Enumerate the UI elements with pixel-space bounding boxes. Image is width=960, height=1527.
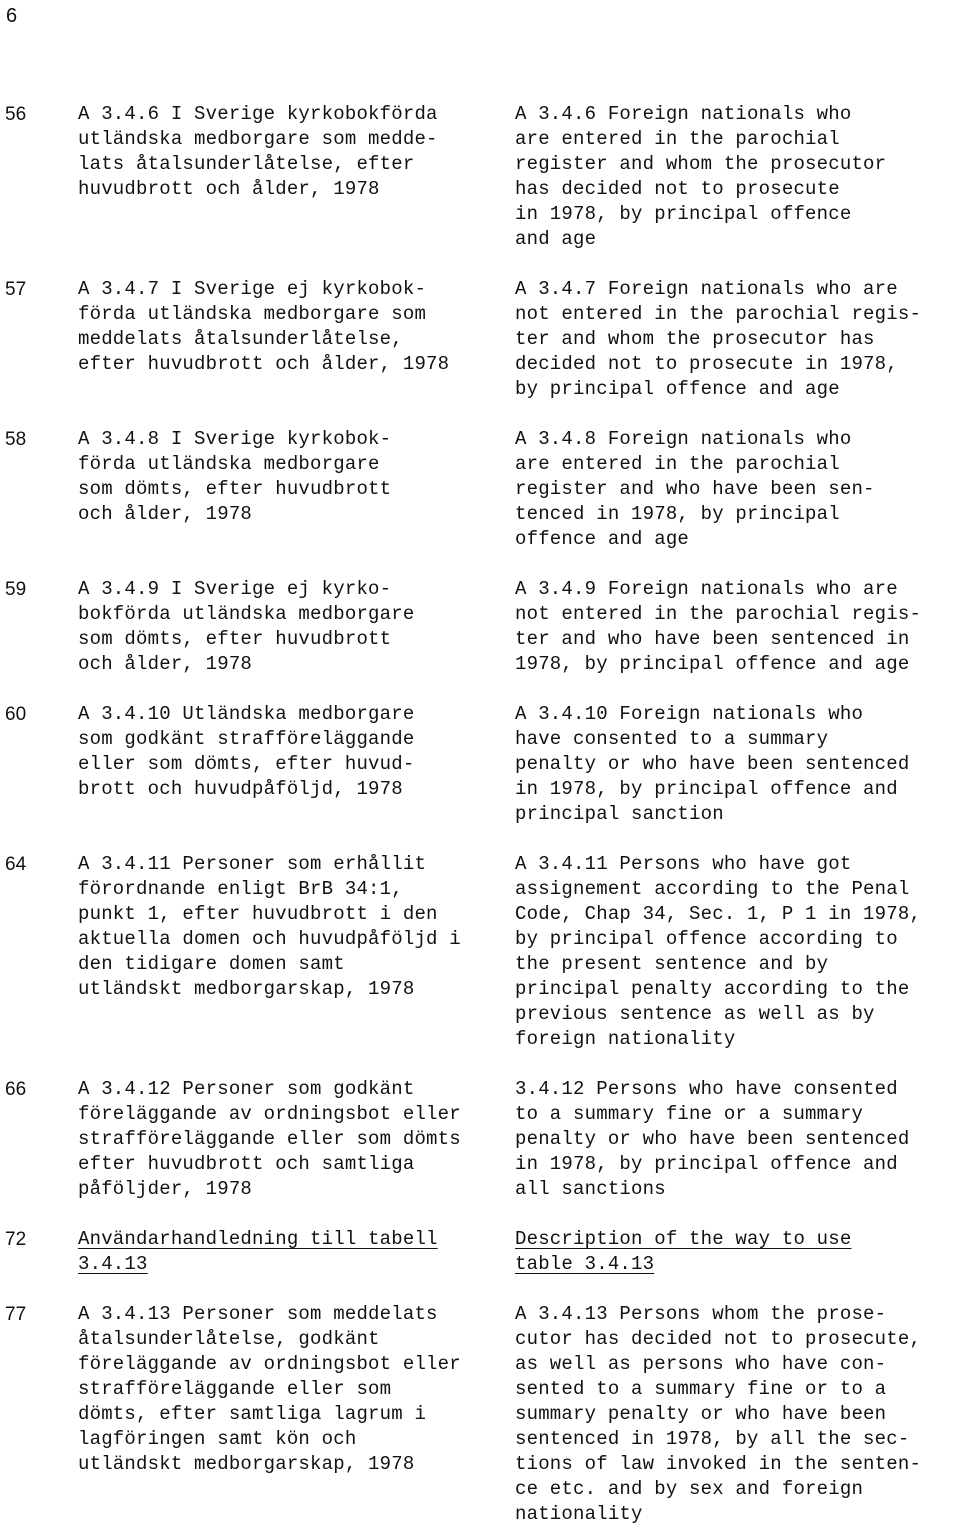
entry-page-ref: 58 [5, 429, 27, 450]
entry-page-ref: 64 [5, 854, 27, 875]
english-title: A 3.4.9 Foreign nationals who are not entered in the parochial regis- ter and who have been sentenced in 1978, by principal offence and age [515, 578, 922, 675]
swedish-title: A 3.4.10 Utländska medborgare som godkänt strafföreläggande eller som dömts, efter huvud- brott och huvudpåföljd, 1978 [78, 703, 415, 800]
entry-page-ref: 57 [5, 279, 27, 300]
page-number: 6 [6, 5, 18, 27]
swedish-title: A 3.4.9 I Sverige ej kyrko- bokförda utländska medborgare som dömts, efter huvudbrott och ålder, 1978 [78, 578, 415, 675]
entry-page-ref: 60 [5, 704, 27, 725]
swedish-title: A 3.4.11 Personer som erhållit förordnande enligt BrB 34:1, punkt 1, efter huvudbrott i den aktuella domen och huvudpåföljd i den tidigare domen samt utländskt medborgarskap, 1978 [78, 853, 461, 1000]
english-title: Description of the way to use table 3.4.13 [515, 1228, 852, 1275]
swedish-title: A 3.4.13 Personer som meddelats åtalsunderlåtelse, godkänt föreläggande av ordningsbot eller strafföreläggande eller som dömts, efter samtliga lagrum i lagföringen samt kön och utländskt medborgarskap, 1978 [78, 1303, 461, 1475]
swedish-title: Användarhandledning till tabell 3.4.13 [78, 1228, 438, 1275]
swedish-title: A 3.4.7 I Sverige ej kyrkobok- förda utländska medborgare som meddelats åtalsunderlåtelse, efter huvudbrott och ålder, 1978 [78, 278, 450, 375]
entry-page-ref: 56 [5, 104, 27, 125]
english-title: A 3.4.11 Persons who have got assignement according to the Penal Code, Chap 34, Sec. 1, P 1 in 1978, by principal offence according to the present sentence and by principal penalty according to the previous sentence as well as by foreign nationality [515, 853, 922, 1050]
english-title: A 3.4.6 Foreign nationals who are entered in the parochial register and whom the prosecutor has decided not to prosecute in 1978, by principal offence and age [515, 103, 887, 250]
english-title: A 3.4.8 Foreign nationals who are entered in the parochial register and who have been sen- tenced in 1978, by principal offence and age [515, 428, 875, 550]
english-title: A 3.4.10 Foreign nationals who have consented to a summary penalty or who have been sentenced in 1978, by principal offence and principal sanction [515, 703, 910, 825]
entry-page-ref: 59 [5, 579, 27, 600]
english-title: 3.4.12 Persons who have consented to a summary fine or a summary penalty or who have been sentenced in 1978, by principal offence and all sanctions [515, 1078, 910, 1200]
english-title: A 3.4.13 Persons whom the prose- cutor has decided not to prosecute, as well as persons who have con- sented to a summary fine or to a summary penalty or who have been sentenced in 1978, by all the sec- tions of law invoked in the senten- ce etc. and by sex and foreign nationality [515, 1303, 922, 1525]
entry-page-ref: 77 [5, 1304, 27, 1325]
swedish-title: A 3.4.6 I Sverige kyrkobokförda utländska medborgare som medde- lats åtalsunderlåtelse, efter huvudbrott och ålder, 1978 [78, 103, 438, 200]
swedish-title: A 3.4.12 Personer som godkänt föreläggande av ordningsbot eller strafföreläggande eller som dömts efter huvudbrott och samtliga påföljder, 1978 [78, 1078, 461, 1200]
swedish-title: A 3.4.8 I Sverige kyrkobok- förda utländska medborgare som dömts, efter huvudbrott och ålder, 1978 [78, 428, 392, 525]
entry-page-ref: 66 [5, 1079, 27, 1100]
entry-page-ref: 72 [5, 1229, 27, 1250]
english-title: A 3.4.7 Foreign nationals who are not entered in the parochial regis- ter and whom the prosecutor has decided not to prosecute in 1978, by principal offence and age [515, 278, 922, 400]
